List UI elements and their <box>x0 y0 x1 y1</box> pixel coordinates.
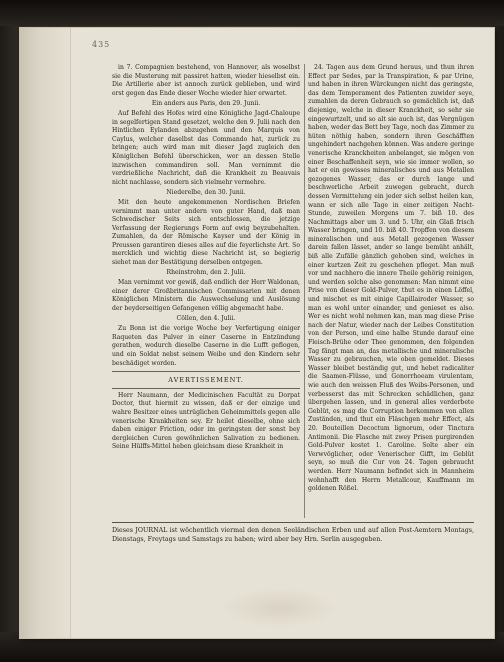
news-paragraph: Man vernimmt vor gewiß, daß endlich der Herr Waldonan, einer derer Großbritannischen Commissarien mit denen Königlichen Ministern die Auswechselung und Auslösung der beyderseitigen Gefangenen völlig abgemacht habe. <box>112 279 300 313</box>
news-paragraph: in 7. Compagnien bestehend, von Hannover, als woselbst sie die Musterung mit passiret hatten, wieder hieselbst ein. Die Artillerie aber ist annoch zurück geblieben, und wird erst gegen das Ende dieser Woche wieder hier erwartet. <box>112 64 300 97</box>
paper-stain <box>220 588 340 628</box>
news-paragraph: Mit den heute angekommenen Nordischen Briefen vernimmt man unter andern von guter Hand, daß man Schwedischer Seits sich entschlossen, die jetzige Verfassung der Regierungs Form auf ewig beyzubehalten. Zumahlen, da der Römische Kayser und der König in Preussen garantiren dieses alles auf die feyerlichste Art. So mercklich und wichtig diese Nachricht ist, so begierig siehet man der Bestätigung derselben entgegen. <box>112 198 300 267</box>
news-paragraph: Zu Bonn ist die vorige Woche bey Verfertigung einiger Raqueten das Pulver in einer Caserne in Entzündung gerathen, wodurch dieselbe Caserne in die Lufft geflogen, und ein Soldat nebst seinem Weibe und den Kindern sehr beschädiget worden. <box>112 325 300 367</box>
dateline: Rheinstrohm, den 2. Julii. <box>166 269 246 277</box>
dateline: Cöllen, den 4. Julii. <box>176 315 236 323</box>
journal-footer <box>112 522 474 544</box>
page-gutter <box>20 28 71 638</box>
dateline: Niederelbe, den 30. Junii. <box>166 188 246 196</box>
page-number: 435 <box>92 40 111 49</box>
advertisement-text: Herr Naumann, der Medicinischen Facultät zu Dorpat Doctor, thut hiermit zu wissen, daß er der einzige und wahre Besitzer eines untrüglichen Geheimmittels gegen alle venerische Krankheiten sey. Er heilet dieselbe, ohne sich daben einiger Friction, oder im geringsten der sonst bey dergleichen Curen gewöhnlichen Salivation zu bedienen. Seine Hülffs-Mittel heben gleichsam diese Krankheit in <box>112 391 300 451</box>
footer-text: Dieses JOURNAL ist wöchentlich viermal den denen Seeländischen Erben und auf allen Post-Aemtern Montags, Dienstags, Freytags und Samstags zu haben; wird aber bey Hrn. Serlin ausgegeben. <box>112 527 474 543</box>
section-divider <box>112 388 300 389</box>
dateline: Ein anders aus Paris, den 29. Junii. <box>151 99 261 107</box>
left-column <box>112 64 300 453</box>
column-divider <box>304 64 305 518</box>
news-paragraph: Auf Befehl des Hofes wird eine Königliche Jagd-Chaloupe in segelfertigen Stand gesetzet, welche den 9. Julii nach den Hintlichen Eylanden abzugehen und den Marquis von Caylus, welcher daselbst das Commando hat, zurück zu bringen; auch wird man mit dieser Jagd zugleich den Königlichen Befehl überschicken, wer an dessen Stelle inzwischen commandiren soll. Man vernimmt die verdrießliche Nachricht, daß die Krankheit zu Beauvais nicht nachlasse, sondern sich vielmehr vermehre. <box>112 109 300 186</box>
section-divider <box>112 371 300 372</box>
advertisement-continuation: 24. Tagen aus dem Grund heraus, und thun ihren Effect par Sedes, par la Transpiration, & par Urine, und haben in ihren Würckungen nicht das geringste, das dem Temperament des Patienten zuwider seye, zumahlen da deren Gebrauch so gemächlich ist, daß diejenige, welche in dieser Kranckheit, so sehr sie eingewurtzelt, und so alt sie auch ist, das Vergnügen haben, weder das Bett bey Tage, noch das Zimmer zu hüten nöthig haben, sondern ihren Geschäfften ungehindert nachgehen können. Was andere geringe venerische Kranckheiten anbelanget, sie mögen von einer Beschaffenheit seyn, wie sie immer wollen, so hat er ein gewisses mineralisches und aus Metallen gezogenes Wasser, das er durch lange und beschwerliche Arbeit zuwegen gebracht, durch dessen Vermittelung ein jeder sich selbst heilen kan, wann er sich alle Tage in einer zeitigen Nacht-Stunde, zuweilen Morgens um 7. biß 10. des Nachmittags aber um 3. und 5. Uhr, ein Glaß frisch Wasser bringen, und 10. biß 40. Tropffen von diesem mineralischen und aus Metall gezogenen Wasser darein fallen lässet, ander so lange bemüht anhält, biß alle Zufälle gänzlich gehoben sind, welches in einer kurtzen Zeit zu geschehen pfleget. Man muß vor und nachhero die innere Theile gehörig reinigen, und werden solche also genommen: Man nimmt eine Prise von dieser Gold-Pulver, thut es in einen Löffel, und mischet es mit einige Capillairoder Wasser, so man es wohl unter einander, und genieset es also. Wer es nicht wohl nehmen kan, man mag diese Prise nach der Natur, wieder nach der Leibes Constitution von der Person, und eine halbe Stunde darauf eine Fleisch-Brühe oder Thee genommen, den folgenden Tag fängt man an, das metallische und mineralische Wasser zu gebrauchen, wie oben gemeldet. Dieses Wasser bleibet beständig gut, und hebet radicaliter die Saamen-Flüsse, und Gonorrhoeam virulentam, wie auch den weissen Fluß des Weibs-Personen, und verbesserst das mit Schrecken schädlichen, ganz übergehen lassen, und in general alles verderbete Geblüt, es mag die Corruption herkommen von allen Zuständen, und thut ein Fläschgen mehr Effect, als 20. Bouteillen Decoctum lignorum, oder Tinctura Antimonii. Die Flasche mit zwey Prisen purgirenden Gold-Pulver kostet 1. Caroline. Solte aber ein Verwvöglicher, oder Venerischer Gifft, im Geblüt seyn, so muß die Cur von 24. Tagen gebraucht werden. Herr Naumann befindet sich in Mannheim wohnhafft den Herrn Metallcour, Kauffmann im goldenen Rößel. <box>308 64 474 493</box>
binding-edge-top <box>0 0 504 26</box>
advertisement-heading: AVERTISSEMENT. <box>168 376 244 385</box>
right-column <box>308 64 474 495</box>
